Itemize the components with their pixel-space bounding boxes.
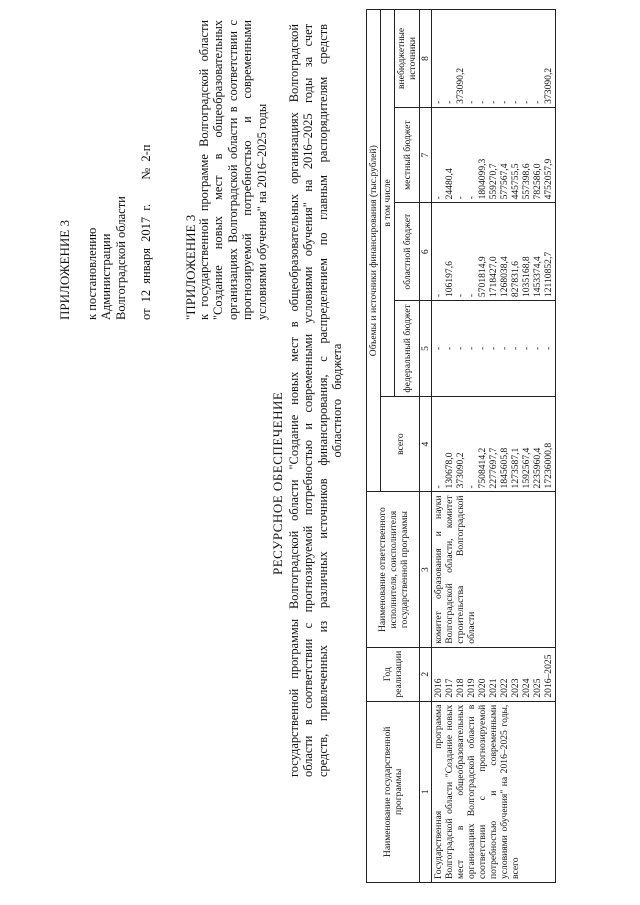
decree-line-1: к постановлению bbox=[85, 227, 100, 320]
decree-line-3: Волгоградской области bbox=[113, 196, 128, 320]
table-value-local: 4752057,9 bbox=[543, 158, 554, 200]
resource-table bbox=[366, 9, 556, 883]
table-value-regional: 5701814,9 bbox=[477, 256, 488, 298]
header-local: местный бюджет bbox=[395, 107, 420, 203]
table-value-local: 1804099,3 bbox=[477, 158, 488, 200]
decree-number: № 2-п bbox=[138, 144, 153, 180]
header-total: всего bbox=[381, 396, 420, 492]
table-value-federal: - bbox=[455, 346, 466, 351]
header-regional: областной бюджет bbox=[395, 203, 420, 301]
col-number: 1 bbox=[420, 701, 432, 882]
col-number: 2 bbox=[420, 647, 432, 701]
col-number: 3 bbox=[420, 492, 432, 647]
table-value-total: 17236000,8 bbox=[543, 442, 554, 489]
table-value-extra: - bbox=[510, 100, 521, 104]
table-value-years: 2017 bbox=[444, 678, 455, 698]
table-value-years: 2019 bbox=[466, 678, 477, 698]
table-value-regional: - bbox=[466, 293, 477, 298]
table-value-total: 373090,2 bbox=[455, 452, 466, 489]
table-value-regional: 12110852,7 bbox=[543, 251, 554, 298]
table-value-regional: 1268038,4 bbox=[499, 256, 510, 298]
header-executor: Наименование ответственного исполнителя, соисполнителя государственной программы bbox=[367, 492, 420, 647]
table-value-years: 2020 bbox=[477, 678, 488, 698]
local-cell bbox=[432, 107, 556, 203]
table-value-federal: - bbox=[477, 346, 488, 351]
table-value-total: 7508414,2 bbox=[477, 447, 488, 489]
decree-date-line bbox=[139, 145, 153, 320]
appendix-quoted-title: "ПРИЛОЖЕНИЕ 3 bbox=[183, 214, 199, 320]
col-number: 4 bbox=[420, 396, 432, 492]
decree-line-2: Администрации bbox=[99, 233, 114, 320]
table-value-local: 557398,6 bbox=[521, 163, 532, 200]
table-value-extra: - bbox=[444, 100, 455, 104]
col-number: 6 bbox=[420, 203, 432, 301]
col-number: 7 bbox=[420, 107, 432, 203]
table-value-federal: - bbox=[488, 346, 499, 351]
table-value-regional: 1035168,8 bbox=[521, 256, 532, 298]
decree-date: 12 января 2017 г. bbox=[138, 203, 153, 303]
executor-cell: комитет образования и науки Волгоградской области, комитет строительства Волгоградской области bbox=[432, 492, 556, 647]
table-value-local: - bbox=[466, 196, 477, 200]
table-value-extra: 373090,2 bbox=[455, 67, 466, 104]
table-value-federal: - bbox=[466, 346, 477, 351]
resource-subtitle: государственной программы Волгоградской области "Создание новых мест в общеобразовательных организациях Волгоградской области в соответствии с прогнозируемой потребностью и современными условиями обучения" на 2016–2025 годы за счет средств, привлеченных из различных источников финансирования, с распределением по главным распорядителям средств областного бюджета bbox=[287, 24, 345, 777]
table-value-total: 1273587,1 bbox=[510, 447, 521, 489]
table-value-extra: 373090,2 bbox=[543, 67, 554, 104]
table-value-total: - bbox=[433, 485, 444, 489]
table-value-years: 2022 bbox=[499, 678, 510, 698]
table-value-federal: - bbox=[433, 346, 444, 351]
resource-title: РЕСУРСНОЕ ОБЕСПЕЧЕНИЕ bbox=[270, 391, 285, 575]
table-value-local: 577567,4 bbox=[499, 163, 510, 200]
table-value-total: 2277697,7 bbox=[488, 447, 499, 489]
table-value-total: 1845605,8 bbox=[499, 447, 510, 489]
col-number: 8 bbox=[420, 10, 432, 108]
table-value-federal: - bbox=[444, 346, 455, 351]
header-program-name: Наименование государственной программы bbox=[367, 701, 420, 882]
table-value-extra: - bbox=[488, 100, 499, 104]
table-value-extra: - bbox=[433, 100, 444, 104]
table-value-federal: - bbox=[510, 346, 521, 351]
table-value-total: - bbox=[466, 485, 477, 489]
table-value-extra: - bbox=[466, 100, 477, 104]
header-year: Год реализации bbox=[367, 647, 420, 701]
regional-cell bbox=[432, 203, 556, 301]
col-number: 5 bbox=[420, 301, 432, 397]
years-cell bbox=[432, 647, 556, 701]
table-value-regional: 1453374,4 bbox=[532, 256, 543, 298]
extra-cell bbox=[432, 10, 556, 108]
table-row bbox=[432, 10, 556, 883]
table-value-years: 2018 bbox=[455, 678, 466, 698]
header-federal: федеральный бюджет bbox=[395, 301, 420, 397]
total-cell bbox=[432, 396, 556, 492]
table-value-local: 782586,0 bbox=[532, 163, 543, 200]
table-value-years: 2024 bbox=[521, 678, 532, 698]
table-value-regional: - bbox=[433, 293, 444, 298]
header-extra: внебюджетные источники bbox=[395, 10, 420, 108]
table-value-federal: - bbox=[543, 346, 554, 351]
table-value-regional: 106197,6 bbox=[444, 261, 455, 298]
table-value-federal: - bbox=[532, 346, 543, 351]
table-value-local: 24480,4 bbox=[444, 168, 455, 200]
table-value-local: - bbox=[433, 196, 444, 200]
table-value-years: 2021 bbox=[488, 678, 499, 698]
table-value-extra: - bbox=[532, 100, 543, 104]
date-prefix: от bbox=[138, 308, 153, 320]
table-value-extra: - bbox=[499, 100, 510, 104]
table-value-years: 2016–2025 bbox=[543, 654, 554, 698]
table-value-years: 2025 bbox=[532, 678, 543, 698]
table-value-regional: 827831,6 bbox=[510, 261, 521, 298]
program-name-cell: Государственная программа Волгоградской области "Создание новых мест в общеобразовательных организациях Волгоградской области в соответствии с прогнозируемой потребностью и современными условиями обучения" на 2016–2025 годы, всего bbox=[432, 701, 556, 882]
table-value-extra: - bbox=[477, 100, 488, 104]
table-value-extra: - bbox=[521, 100, 532, 104]
table-value-total: 1592567,4 bbox=[521, 447, 532, 489]
header-including: в том числе bbox=[381, 10, 395, 397]
table-value-local: 445755,5 bbox=[510, 163, 521, 200]
table-value-years: 2023 bbox=[510, 678, 521, 698]
appendix-intro-text: к государственной программе Волгоградской области "Создание новых мест в общеобразовательных организациях Волгоградской области в соответствии с прогнозируемой потребностью и современными условиями обучения" на 2016–2025 годы bbox=[197, 20, 269, 320]
table-value-local: - bbox=[455, 196, 466, 200]
federal-cell bbox=[432, 301, 556, 397]
table-value-local: 559270,7 bbox=[488, 163, 499, 200]
header-volumes: Объемы и источники финансирования (тыс.рублей) bbox=[367, 10, 381, 492]
table-value-total: 2235960,4 bbox=[532, 447, 543, 489]
appendix-header bbox=[58, 145, 198, 320]
table-value-years: 2016 bbox=[433, 678, 444, 698]
table-value-federal: - bbox=[499, 346, 510, 351]
table-value-total: 130678,0 bbox=[444, 452, 455, 489]
table-value-regional: - bbox=[455, 293, 466, 298]
table-value-federal: - bbox=[521, 346, 532, 351]
table-value-regional: 1718427,0 bbox=[488, 256, 499, 298]
appendix-title: ПРИЛОЖЕНИЕ 3 bbox=[57, 220, 72, 320]
